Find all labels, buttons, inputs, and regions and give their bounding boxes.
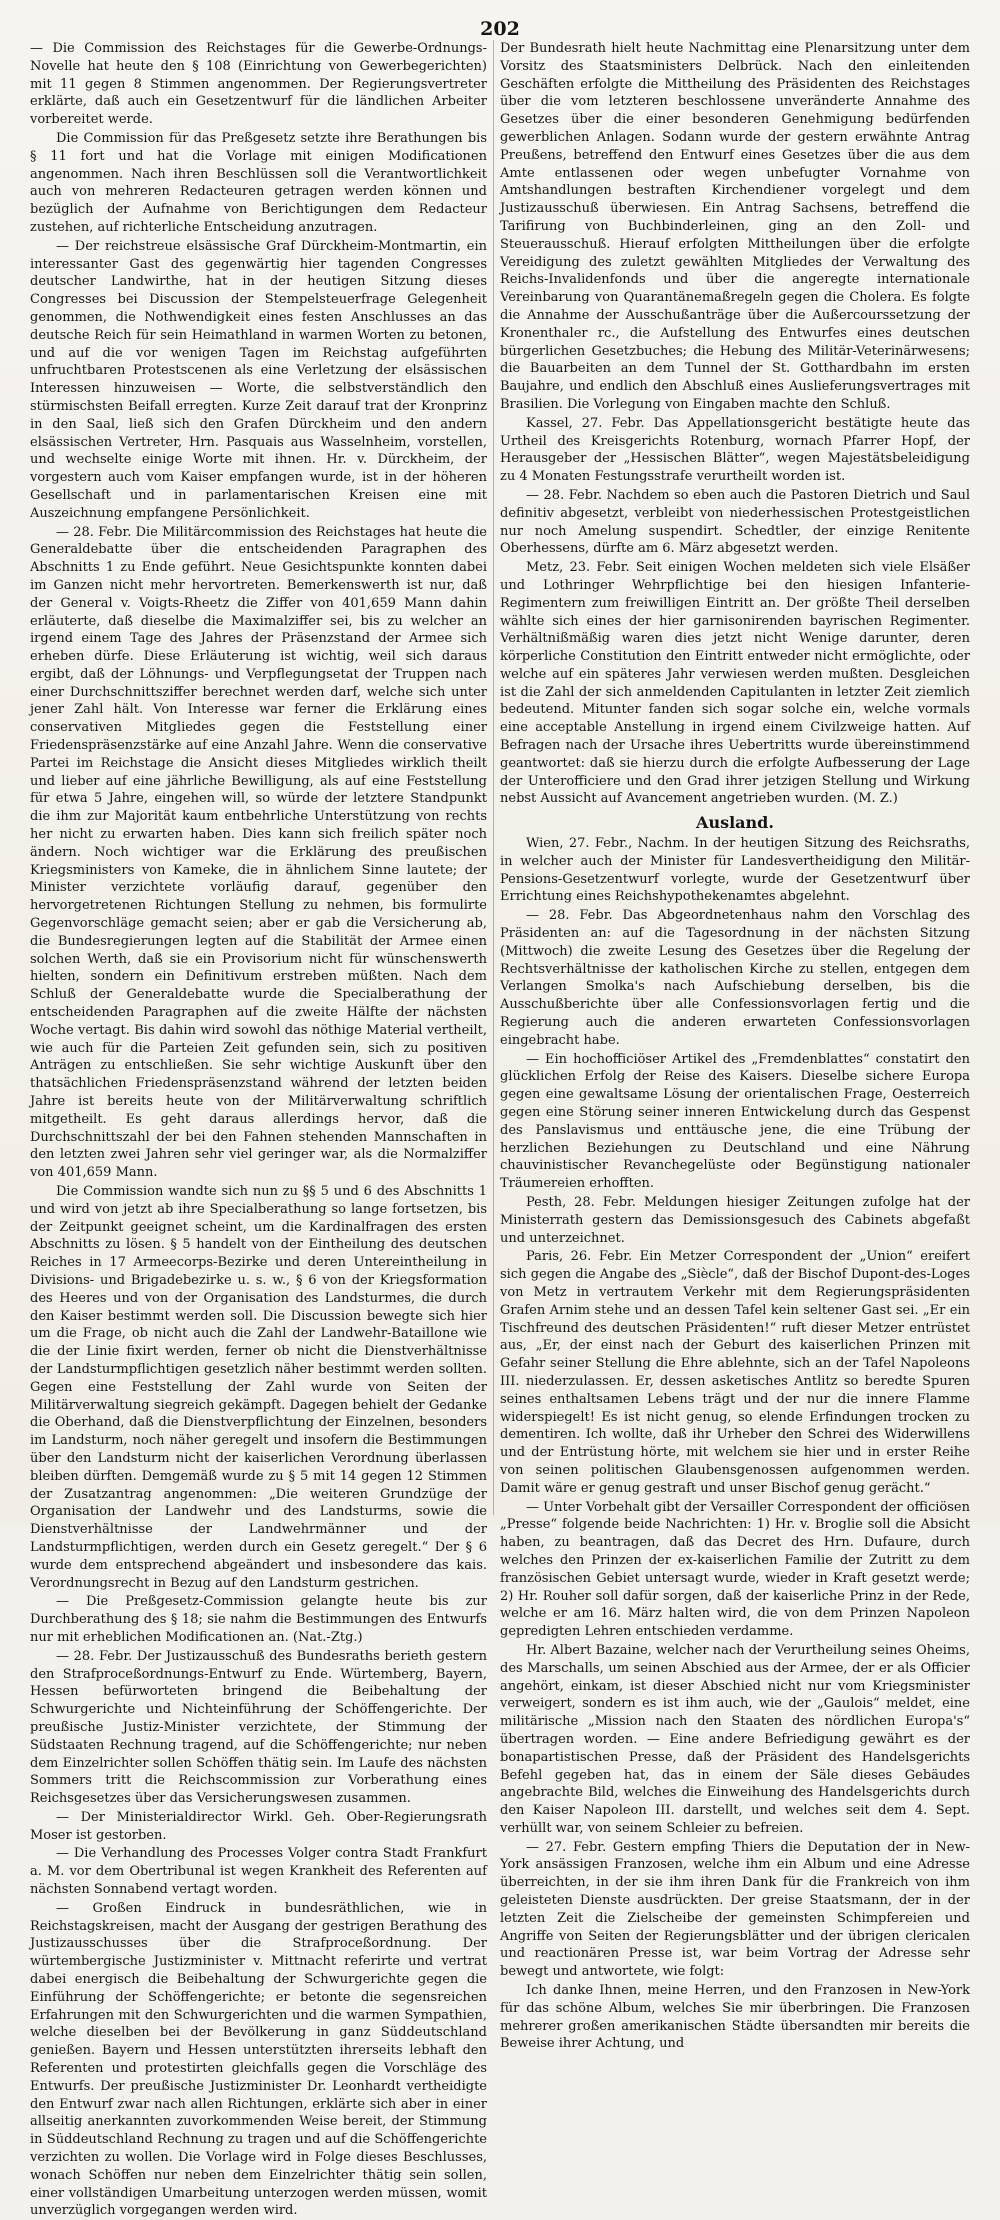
page-number: 202	[480, 18, 520, 40]
article-paragraph: — 28. Febr. Die Militärcommission des Reichstages hat heute die Generaldebatte über die entscheidenden Paragraphen des Abschnitts 1 zu Ende geführt. Neue Gesichtspunkte konnten dabei im Ganzen nicht mehr hervortreten. Bemerkenswerth ist nur, daß der General v. Voigts-Rheetz die Ziffer von 401,659 Mann dahin erläuterte, daß dieselbe die Maximalziffer sei, bis zu welcher an irgend einem Tage des Jahres der Präsenzstand der Armee sich erheben dürfe. Diese Erläuterung ist wichtig, weil sich daraus ergibt, daß der Löhnungs- und Verpflegungsetat der Truppen nach einer Durchschnittsziffer berechnet werden darf, welche sich unter jener Zahl hält. Von Interesse war ferner die Erklärung eines conservativen Mitgliedes gegen die Feststellung einer Friedenspräsenzstärke auf eine Anzahl Jahre. Wenn die conservative Partei im Reichstage die Ansicht dieses Mitgliedes wirklich theilt und lieber auf eine jährliche Bewilligung, als auf eine Feststellung für etwa 5 Jahre, eingehen will, so würde der letztere Standpunkt die ihm zur Majorität kaum entbehrliche Unterstützung von rechts her nicht zu erwarten haben. Dies kann sich freilich später noch ändern. Noch wichtiger war die Erklärung des preußischen Kriegsministers von Kameke, die in ähnlichem Sinne lautete; der Minister verzichtete vorläufig darauf, gegenüber den hervorgetretenen Richtungen Stellung zu nehmen, bis formulirte Gegenvorschläge gemacht seien; aber er gab die Versicherung ab, die Bundesregierungen legten auf die Stabilität der Armee einen solchen Werth, daß sie ein Provisorium nicht für wünschenswerth hielten, sondern ein Definitivum erstreben müßten. Nach dem Schluß der Generaldebatte wurde die Specialberathung der entscheidenden Paragraphen auf die zweite Hälfte der nächsten Woche vertagt. Bis dahin wird sowohl das nöthige Material vertheilt, wie auch für die Parteien Zeit gefunden sein, sich zu positiven Anträgen zu entschließen. Sie sehr wichtige Auskunft über den thatsächlichen Friedenspräsenzstand während der letzten beiden Jahre ist bereits heute von der Militärverwaltung schriftlich mitgetheilt. Es geht daraus allerdings hervor, daß die Durchschnittszahl der bei den Fahnen stehenden Mannschaften in den letzten zwei Jahren sehr viel geringer war, als die Normalziffer von 401,659 Mann.	[30, 524, 487, 1181]
article-paragraph: — Die Commission des Reichstages für die Gewerbe-Ordnungs-Novelle hat heute den § 108 (Einrichtung von Gewerbegerichten) mit 11 gegen 8 Stimmen angenommen. Der Regierungsvertreter erklärte, daß auch ein Gesetzentwurf für die ländlichen Arbeiter vorbereitet werde.	[30, 41, 487, 128]
right-column	[500, 40, 970, 2052]
left-column	[30, 40, 487, 2219]
article-paragraph: Ich danke Ihnen, meine Herren, und den Franzosen in New-York für das schöne Album, welches Sie mir überbringen. Die Franzosen mehrerer großen amerikanischen Städte übersandten mir bereits die Beweise ihrer Achtung, und	[500, 1983, 970, 2052]
article-paragraph: Der Bundesrath hielt heute Nachmittag eine Plenarsitzung unter dem Vorsitz des Staatsministers Delbrück. Nach den einleitenden Geschäften erfolgte die Mittheilung des Präsidenten des Reichstages über die vom letzteren beschlossene unveränderte Annahme des Gesetzes über die einer besonderen Genehmigung bedürfenden gewerblichen Anlagen. Sodann wurde der gestern erwähnte Antrag Preußens, betreffend den Entwurf eines Gesetzes über die aus dem Amte entlassenen oder wegen unbefugter Vornahme von Amtshandlungen bestraften Kirchendiener vorgelegt und dem Justizausschuß überwiesen. Ein Antrag Sachsens, betreffend die Tarifirung von Buchbinderleinen, ging an den Zoll- und Steuerausschuß. Hierauf erfolgten Mittheilungen über die erfolgte Vereidigung des zuletzt gewählten Mitgliedes der Verwaltung des Reichs-Invalidenfonds und über die angeregte internationale Vereinbarung von Quarantänemaßregeln gegen die Cholera. Es folgte die Annahme der Ausschußanträge über die Außercourssetzung der Kronenthaler rc., die Aufstellung des Entwurfes eines deutschen bürgerlichen Gesetzbuches; die Hebung des Militär-Veterinärwesens; die Bauarbeiten an dem Tunnel der St. Gotthardbahn im ersten Baujahre, und endlich den Abschluß eines Auslieferungsvertrages mit Brasilien. Die Vorlegung von Eingaben machte den Schluß.	[500, 41, 970, 412]
article-paragraph: — 27. Febr. Gestern empfing Thiers die Deputation der in New-York ansässigen Franzosen, welche ihm ein Album und eine Adresse überreichten, in der sie ihm ihren Dank für die Frankreich von ihm geleisteten Dienste ausdrückten. Der greise Staatsmann, der in der letzten Zeit die Zielscheibe der gemeinsten Schimpfereien und Angriffe von Seiten der Regierungsblätter und der übrigen clericalen und reactionären Presse ist, war beim Vortrag der Adresse sehr bewegt und antwortete, wie folgt:	[500, 1839, 970, 1980]
article-paragraph: Die Commission wandte sich nun zu §§ 5 und 6 des Abschnitts 1 und wird von jetzt ab ihre Specialberathung so lange fortsetzen, bis der Zeitpunkt geeignet scheint, um die Kardinalfragen des ersten Abschnitts zu lösen. § 5 handelt von der Eintheilung des deutschen Reiches in 17 Armeecorps-Bezirke und deren Untereintheilung in Divisions- und Brigadebezirke u. s. w., § 6 von der Kriegsformation des Heeres und von der Organisation des Landsturmes, die durch den Kaiser bestimmt werden soll. Die Discussion bewegte sich hier um die Frage, ob nicht auch die Zahl der Landwehr-Bataillone wie die der Linie fixirt werden, ferner ob nicht die Dienstverhältnisse der Landsturmpflichtigen gesetzlich näher bestimmt werden sollten. Gegen eine Feststellung der Zahl wurde von Seiten der Militärverwaltung siegreich gekämpft. Dagegen behielt der Gedanke die Oberhand, daß die Dienstverpflichtung der Einzelnen, besonders im Landsturm, noch näher geregelt und insofern die Bestimmungen über den Landsturm nicht der kaiserlichen Verordnung überlassen bleiben dürften. Demgemäß wurde zu § 5 mit 14 gegen 12 Stimmen der Zusatzantrag angenommen: „Die weiteren Grundzüge der Organisation der Landwehr und des Landsturms, sowie die Dienstverhältnisse der Landwehrmänner und der Landsturmpflichtigen, werden durch ein Gesetz geregelt.“ Der § 6 wurde dem entsprechend abgeändert und insbesondere das kais. Verordnungsrecht in Bezug auf den Landsturm gestrichen.	[30, 1184, 487, 1591]
article-paragraph: Paris, 26. Febr. Ein Metzer Correspondent der „Union“ ereifert sich gegen die Angabe des „Siècle“, daß der Bischof Dupont-des-Loges von Metz in vertrautem Verkehr mit dem Regierungspräsidenten Grafen Arnim stehe und an dessen Tafel kein seltener Gast sei. „Er ein Tischfreund des deutschen Präsidenten!“ ruft dieser Metzer entrüstet aus, „Er, der einst nach der Geburt des kaiserlichen Prinzen mit Gefahr seiner Stellung die Ehre ablehnte, sich an der Tafel Napoleons III. niederzulassen. Er, dessen asketisches Antlitz so beredte Spuren seines enthaltsamen Lebens trägt und der nur die innere Flamme widerspiegelt! Es ist nicht genug, so elende Erfindungen trocken zu dementiren. Ich wollte, daß ihr Urheber den Schrei des Widerwillens und der Entrüstung hörte, mit welchem sie hier und in erster Reihe von seinen politischen Glaubensgenossen aufgenommen werden. Damit wäre er genug gestraft und unser Bischof genug gerächt.“	[500, 1249, 970, 1496]
article-paragraph: — Der Ministerialdirector Wirkl. Geh. Ober-Regierungsrath Moser ist gestorben.	[30, 1809, 487, 1843]
column-divider	[493, 40, 494, 1515]
section-title: Ausland.	[696, 813, 774, 833]
article-paragraph: Metz, 23. Febr. Seit einigen Wochen meldeten sich viele Elsäßer und Lothringer Wehrpflichtige bei den hiesigen Infanterie-Regimentern zum freiwilligen Eintritt an. Der größte Theil derselben wählte sich eines der hier garnisonirenden bayrischen Regimenter. Verhältnißmäßig waren dies jetzt nicht Wenige darunter, deren körperliche Constitution den Eintritt entweder nicht ermöglichte, oder welche auf ein späteres Jahr verwiesen werden mußten. Desgleichen ist die Zahl der sich anmeldenden Capitulanten in letzter Zeit ziemlich bedeutend. Mitunter fanden sich sogar solche ein, welche vormals eine acceptable Anstellung in irgend einem Civilzweige hatten. Auf Befragen nach der Ursache ihres Uebertritts wurde übereinstimmend geantwortet: daß sie hierzu durch die erfolgte Aufbesserung der Lage der Unterofficiere und den Grad ihrer jetzigen Stellung und Wirkung nebst Aussicht auf Avancement angetrieben wurden. (M. Z.)	[500, 560, 970, 807]
article-paragraph: Wien, 27. Febr., Nachm. In der heutigen Sitzung des Reichsraths, in welcher auch der Minister für Landesvertheidigung den Militär-Pensions-Gesetzentwurf vorlegte, wurde der Gesetzentwurf über Errichtung eines Reichshypothekenamtes abgelehnt.	[500, 836, 970, 905]
article-paragraph: Die Commission für das Preßgesetz setzte ihre Berathungen bis § 11 fort und hat die Vorlage mit einigen Modificationen angenommen. Nach ihren Beschlüssen soll die Verantwortlichkeit auch von mehreren Redacteuren getragen werden können und bezüglich der Aufnahme von Berichtigungen dem Redacteur zustehen, auf richterliche Entscheidung anzutragen.	[30, 130, 487, 235]
article-paragraph: — Die Verhandlung des Processes Volger contra Stadt Frankfurt a. M. vor dem Obertribunal ist wegen Krankheit des Referenten auf nächsten Sonnabend vertagt worden.	[30, 1846, 487, 1898]
article-paragraph: — Unter Vorbehalt gibt der Versailler Correspondent der officiösen „Presse“ folgende beide Nachrichten: 1) Hr. v. Broglie soll die Absicht haben, zu beantragen, daß das Decret des Hrn. Dufaure, durch welches den Prinzen der ex-kaiserlichen Familie der Zutritt zu dem französischen Gebiet untersagt wurde, wieder in Kraft gesetzt werde; 2) Hr. Rouher soll dafür sorgen, daß der kaiserliche Prinz in der Rede, welche er am 16. März halten wird, die von dem Prinzen Napoleon gepredigten Lehren entschieden verdamme.	[500, 1499, 970, 1640]
article-paragraph: Kassel, 27. Febr. Das Appellationsgericht bestätigte heute das Urtheil des Kreisgerichts Rotenburg, wornach Pfarrer Hopf, der Herausgeber der „Hessischen Blätter“, wegen Majestätsbeleidigung zu 4 Monaten Festungsstrafe verurtheilt worden ist.	[500, 415, 970, 485]
article-paragraph: — Ein hochofficiöser Artikel des „Fremdenblattes“ constatirt den glücklichen Erfolg der Reise des Kaisers. Dieselbe sichere Europa gegen eine gewaltsame Lösung der orientalischen Frage, Oesterreich gegen eine Störung seiner inneren Entwickelung durch das Gespenst des Panslavismus und enttäusche jene, die eine Trübung der herzlichen Beziehungen zu Deutschland und eine Nährung chauvinistischer Revanchegelüste oder Begünstigung nationaler Träumereien erhofften.	[500, 1051, 970, 1192]
article-paragraph: Pesth, 28. Febr. Meldungen hiesiger Zeitungen zufolge hat der Ministerrath gestern das Demissionsgesuch des Cabinets abgefaßt und unterzeichnet.	[500, 1195, 970, 1246]
article-paragraph: Hr. Albert Bazaine, welcher nach der Verurtheilung seines Oheims, des Marschalls, um seinen Abschied aus der Armee, der er als Officier angehört, einkam, ist dieser Abschied nicht nur vom Kriegsminister verweigert, sondern es ist ihm auch, wie der „Gaulois“ meldet, eine militärische „Mission nach den Staaten des nördlichen Europa's“ übertragen worden. — Eine andere Befriedigung gewährt es der bonapartistischen Presse, daß der Präsident des Handelsgerichts Befehl gegeben hat, das in einem der Säle dieses Gebäudes angebrachte Bild, welches die Einweihung des Handelsgerichts durch den Kaiser Napoleon III. darstellt, und welches seit dem 4. Sept. verhüllt war, von seinem Schleier zu befreien.	[500, 1642, 970, 1836]
article-paragraph: — 28. Febr. Das Abgeordnetenhaus nahm den Vorschlag des Präsidenten an: auf die Tagesordnung in der nächsten Sitzung (Mittwoch) die zweite Lesung des Gesetzes über die Regelung der Rechtsverhältnisse der katholischen Kirche zu stellen, entgegen dem Verlangen Smolka's nach Aufschiebung derselben, bis die Ausschußberichte über alle Confessionsvorlagen fertig und die Regierung auch die anderen erwarteten Confessionsvorlagen eingebracht habe.	[500, 908, 970, 1048]
article-paragraph: — 28. Febr. Der Justizausschuß des Bundesraths berieth gestern den Strafproceßordnungs-Entwurf zu Ende. Würtemberg, Bayern, Hessen befürworteten bringend die Beibehaltung der Schwurgerichte und Nichteinführung der Schöffengerichte. Der preußische Justiz-Minister verzichtete, der Stimmung der Südstaaten Rechnung tragend, auf die Schöffengerichte; nur neben dem Einzelrichter sollen Schöffen thätig sein. Im Laufe des nächsten Sommers tritt die Reichscommission zur Vorberathung eines Reichsgesetzes über das Versicherungswesen zusammen.	[30, 1648, 487, 1807]
article-paragraph: — Großen Eindruck in bundesräthlichen, wie in Reichstagskreisen, macht der Ausgang der gestrigen Berathung des Justizausschusses über die Strafproceßordnung. Der würtembergische Justizminister v. Mittnacht referirte und vertrat dabei energisch die Beibehaltung der Schwurgerichte gegen die Einführung der Schöffengerichte; er betonte die segensreichen Erfahrungen mit den Schwurgerichten und die warmen Sympathien, welche dieselben bei der Bevölkerung in ganz Süddeutschland genießen. Bayern und Hessen unterstützten ihrerseits lebhaft den Referenten und protestirten gleichfalls gegen die Vorschläge des Entwurfs. Der preußische Justizminister Dr. Leonhardt vertheidigte den Entwurf zwar nach allen Richtungen, erklärte sich aber in einer allseitig anerkannten zuvorkommenden Weise bereit, der Stimmung in Süddeutschland Rechnung zu tragen und auf die Schöffengerichte verzichten zu wollen. Die Vorlage wird in Folge dieses Beschlusses, wonach Schöffen nur neben dem Einzelrichter thätig sein sollen, einer vollständigen Umarbeitung unterzogen werden müssen, womit unverzüglich vorgegangen werden wird.	[30, 1900, 487, 2219]
article-paragraph: — Die Preßgesetz-Commission gelangte heute bis zur Durchberathung des § 18; sie nahm die Bestimmungen des Entwurfs nur mit erheblichen Modificationen an. (Nat.-Ztg.)	[30, 1594, 487, 1645]
article-paragraph: — Der reichstreue elsässische Graf Dürckheim-Montmartin, ein interessanter Gast des gegenwärtig hier tagenden Congresses deutscher Landwirthe, hat in der heutigen Sitzung dieses Congresses bei Discussion der Stempelsteuerfrage Gelegenheit genommen, die Nothwendigkeit eines festen Anschlusses an das deutsche Reich für sein Heimathland in warmen Worten zu betonen, und auf die vor wenigen Tagen im Reichstag aufgeführten unfruchtbaren Protestscenen als eine Verletzung der elsässischen Interessen hinzuweisen — Worte, die selbstverständlich den stürmischsten Beifall erregten. Kurze Zeit darauf trat der Kronprinz in den Saal, ließ sich den Grafen Dürckheim und den andern elsässischen Vertreter, Hrn. Pasquais aus Wasselnheim, vorstellen, und wechselte einige Worte mit ihnen. Hr. v. Dürckheim, der vorgestern auch vom Kaiser empfangen wurde, ist in der höheren Gesellschaft und in parlamentarischen Kreisen eine mit Auszeichnung empfangene Persönlichkeit.	[30, 238, 487, 521]
article-paragraph: — 28. Febr. Nachdem so eben auch die Pastoren Dietrich und Saul definitiv abgesetzt, verbleibt von niederhessischen Protestgeistlichen nur noch Amelung suspendirt. Schedtler, der einzige Renitente Oberhessens, dürfte am 6. März abgesetzt werden.	[500, 487, 970, 557]
